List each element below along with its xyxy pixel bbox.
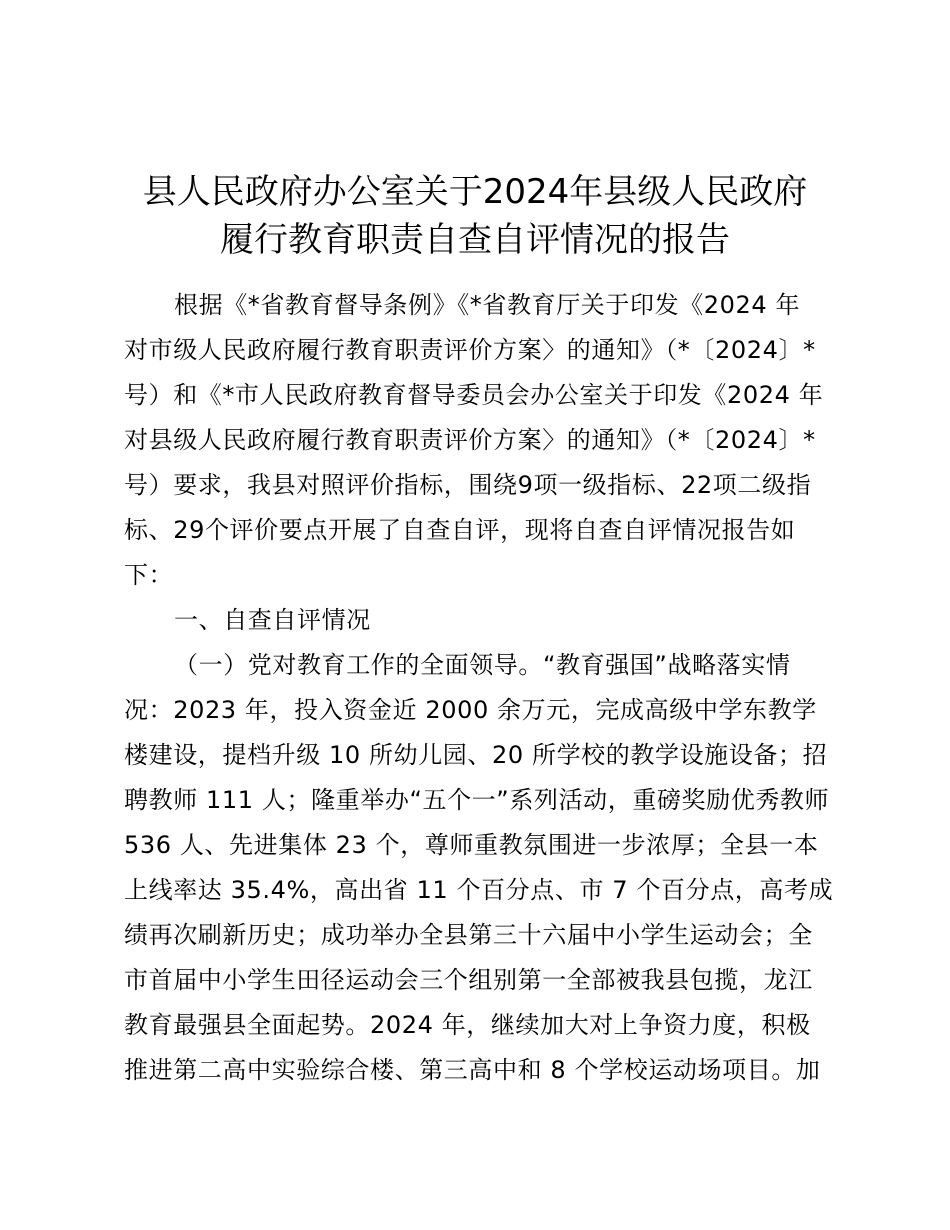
subsection-line-4: 聘教师 111 人；隆重举办“五个一”系列活动，重磅奖励优秀教师 (124, 786, 830, 814)
subsection-line-5: 536 人、先进集体 23 个，尊师重教氛围进一步浓厚；全县一本 (124, 831, 819, 859)
document-body (124, 283, 836, 1093)
subsection-line-7: 绩再次刷新历史；成功举办全县第三十六届中小学生运动会；全 (124, 921, 813, 949)
subsection-line-2: 况：2023 年，投入资金近 2000 余万元，完成高级中学东教学 (124, 696, 817, 724)
intro-line-3: 号）和《*市人民政府教育督导委员会办公室关于印发《2024 年 (124, 381, 824, 409)
intro-line-1: 根据《*省教育督导条例》《*省教育厅关于印发《2024 年 (174, 291, 801, 319)
document-title (0, 168, 950, 264)
subsection-line-3: 楼建设，提档升级 10 所幼儿园、20 所学校的教学设施设备；招 (124, 741, 828, 769)
subsection-line-8: 市首届中小学生田径运动会三个组别第一全部被我县包揽，龙江 (124, 966, 813, 994)
title-line-2: 履行教育职责自查自评情况的报告 (220, 220, 730, 260)
section-heading: 一、自查自评情况 (174, 606, 371, 634)
subsection-line-10: 推进第二高中实验综合楼、第三高中和 8 个学校运动场项目。加 (124, 1056, 821, 1084)
intro-line-4: 对县级人民政府履行教育职责评价方案〉的通知》（*〔2024〕* (124, 426, 816, 454)
subsection-line-6: 上线率达 35.4%，高出省 11 个百分点、市 7 个百分点，高考成 (124, 876, 834, 904)
subsection-line-1: （一）党对教育工作的全面领导。“教育强国”战略落实情 (174, 651, 791, 679)
intro-line-7: 下： (124, 561, 174, 589)
intro-line-2: 对市级人民政府履行教育职责评价方案〉的通知》（*〔2024〕* (124, 336, 816, 364)
title-line-1: 县人民政府办公室关于2024年县级人民政府 (142, 172, 808, 212)
subsection-line-9: 教育最强县全面起势。2024 年，继续加大对上争资力度，积极 (124, 1011, 811, 1039)
intro-line-6: 标、29个评价要点开展了自查自评，现将自查自评情况报告如 (124, 516, 796, 544)
intro-line-5: 号）要求，我县对照评价指标，围绕9项一级指标、22项二级指 (124, 471, 812, 499)
